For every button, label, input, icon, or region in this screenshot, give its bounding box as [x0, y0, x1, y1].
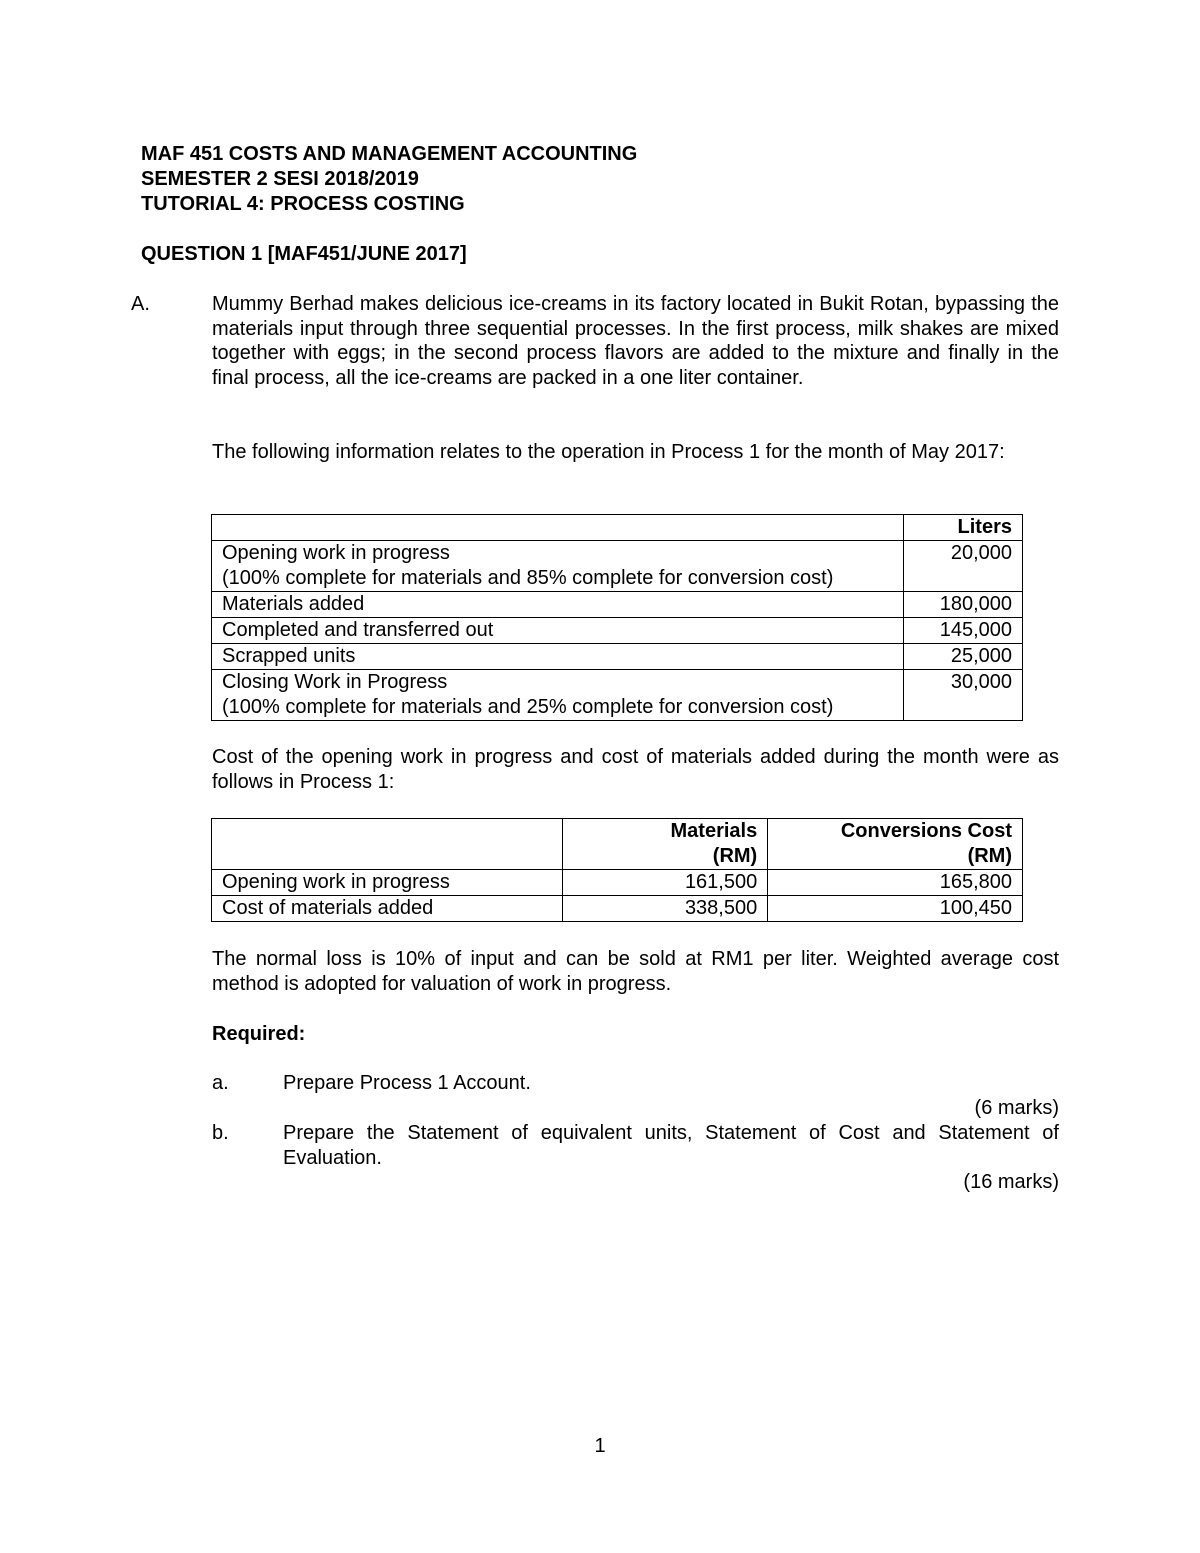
- row-label: Closing Work in Progress: [222, 671, 448, 693]
- process-units-table: [211, 514, 1023, 721]
- materials-value: 161,500: [563, 870, 768, 896]
- intro-paragraph: Mummy Berhad makes delicious ice-creams in its factory located in Bukit Rotan, bypassing the materials input through three sequential processes. In the first process, milk shakes are mixed together with eggs; in the second process flavors are added to the mixture and finally in the final process, all the ice-creams are packed in a one liter container.: [212, 293, 1059, 389]
- table-row: [212, 541, 1023, 592]
- table-header-blank: [212, 515, 904, 541]
- course-title: MAF 451 COSTS AND MANAGEMENT ACCOUNTING: [141, 143, 638, 165]
- normal-loss-paragraph: The normal loss is 10% of input and can be sold at RM1 per liter. Weighted average cost method is adopted for valuation of work in progress.: [212, 948, 1059, 995]
- row-value: 25,000: [904, 644, 1023, 670]
- row-label: Completed and transferred out: [212, 618, 904, 644]
- materials-header-line1: Materials: [670, 820, 758, 842]
- part-label: A.: [131, 293, 150, 315]
- item-text-a: Prepare Process 1 Account.: [283, 1072, 531, 1094]
- question-title: QUESTION 1 [MAF451/JUNE 2017]: [141, 243, 467, 265]
- row-value: 180,000: [904, 592, 1023, 618]
- table-header-row: [212, 515, 1023, 541]
- table-row: [212, 618, 1023, 644]
- row-label: Opening work in progress: [212, 870, 563, 896]
- item-marks-b: (16 marks): [963, 1171, 1059, 1193]
- conversion-value: 165,800: [768, 870, 1023, 896]
- table-row: [212, 670, 1023, 721]
- row-label: Scrapped units: [212, 644, 904, 670]
- table-header-row: [212, 819, 1023, 870]
- item-letter-a: a.: [212, 1072, 229, 1094]
- table-row: [212, 592, 1023, 618]
- row-value: 145,000: [904, 618, 1023, 644]
- conversion-header-line1: Conversions Cost: [840, 820, 1012, 842]
- materials-value: 338,500: [563, 896, 768, 922]
- row-label: Cost of materials added: [212, 896, 563, 922]
- table-row: [212, 870, 1023, 896]
- cost-intro-paragraph: Cost of the opening work in progress and cost of materials added during the month were as follows in Process 1:: [212, 746, 1059, 793]
- semester-line: SEMESTER 2 SESI 2018/2019: [141, 168, 419, 190]
- process-cost-table: [211, 818, 1023, 922]
- row-label-cell: [212, 541, 904, 592]
- item-letter-b: b.: [212, 1122, 229, 1144]
- materials-header-line2: (RM): [712, 845, 758, 867]
- row-label: Materials added: [212, 592, 904, 618]
- page-number: 1: [594, 1435, 606, 1457]
- row-value: 30,000: [904, 670, 1023, 721]
- conversion-value: 100,450: [768, 896, 1023, 922]
- row-label: Opening work in progress: [222, 542, 450, 564]
- item-marks-a: (6 marks): [974, 1097, 1059, 1119]
- row-sublabel: (100% complete for materials and 85% complete for conversion cost): [222, 567, 834, 589]
- liters-header: Liters: [904, 515, 1023, 541]
- row-label-cell: [212, 670, 904, 721]
- conversion-header: [768, 819, 1023, 870]
- materials-header: [563, 819, 768, 870]
- item-text-b: Prepare the Statement of equivalent units, Statement of Cost and Statement of Evaluation.: [283, 1122, 1059, 1169]
- table-header-blank: [212, 819, 563, 870]
- tutorial-title: TUTORIAL 4: PROCESS COSTING: [141, 193, 465, 215]
- row-value: 20,000: [904, 541, 1023, 592]
- table-row: [212, 644, 1023, 670]
- row-sublabel: (100% complete for materials and 25% complete for conversion cost): [222, 696, 834, 718]
- required-label: Required:: [212, 1023, 306, 1045]
- info-intro-paragraph: The following information relates to the operation in Process 1 for the month of May 2017:: [212, 441, 1005, 463]
- conversion-header-line2: (RM): [967, 845, 1012, 867]
- table-row: [212, 896, 1023, 922]
